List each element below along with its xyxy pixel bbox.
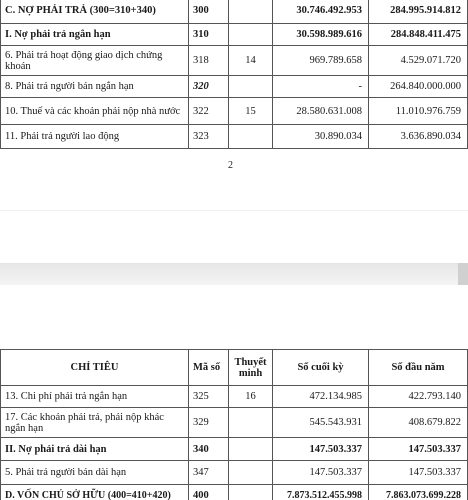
row-note: [229, 408, 273, 438]
row-begin-value: 264.840.000.000: [369, 76, 468, 98]
table-header-row: [1, 350, 468, 386]
row-code: 322: [189, 98, 229, 125]
header-end-period: Số cuối kỳ: [273, 350, 369, 386]
row-label: D. VỐN CHỦ SỞ HỮU (400=410+420): [1, 485, 189, 500]
table-row: [1, 461, 468, 485]
row-code: 400: [189, 485, 229, 500]
page-break-edge: [458, 263, 468, 285]
row-end-value: 28.580.631.008: [273, 98, 369, 125]
row-label: 5. Phải trả người bán dài hạn: [1, 461, 189, 485]
row-label: II. Nợ phải trả dài hạn: [1, 438, 189, 461]
row-begin-value: 284.848.411.475: [369, 24, 468, 46]
row-code: 310: [189, 24, 229, 46]
row-begin-value: 4.529.071.720: [369, 46, 468, 76]
page-number: 2: [228, 160, 233, 171]
row-end-value: 147.503.337: [273, 438, 369, 461]
balance-sheet-table-bottom: [0, 349, 468, 500]
row-note: [229, 125, 273, 149]
row-note: 15: [229, 98, 273, 125]
row-end-value: 545.543.931: [273, 408, 369, 438]
row-code: 325: [189, 386, 229, 408]
row-code: 340: [189, 438, 229, 461]
table-row: [1, 24, 468, 46]
row-end-value: 147.503.337: [273, 461, 369, 485]
row-code: 300: [189, 0, 229, 24]
row-label: 13. Chi phí phải trả ngắn hạn: [1, 386, 189, 408]
row-label: I. Nợ phải trả ngắn hạn: [1, 24, 189, 46]
table-row: [1, 0, 468, 24]
header-indicator: CHỈ TIÊU: [1, 350, 189, 386]
row-label: 6. Phải trả hoạt động giao dịch chứng khoán: [1, 46, 189, 76]
page-divider: [0, 210, 468, 211]
row-label: 17. Các khoản phải trả, phải nộp khác ngắn hạn: [1, 408, 189, 438]
row-begin-value: 422.793.140: [369, 386, 468, 408]
row-end-value: 30.598.989.616: [273, 24, 369, 46]
row-code: 347: [189, 461, 229, 485]
table-row: [1, 46, 468, 76]
row-end-value: 7.873.512.455.998: [273, 485, 369, 500]
row-note: [229, 485, 273, 500]
row-note: [229, 438, 273, 461]
row-end-value: 472.134.985: [273, 386, 369, 408]
row-note: [229, 461, 273, 485]
row-begin-value: 7.863.073.699.228: [369, 485, 468, 500]
row-begin-value: 11.010.976.759: [369, 98, 468, 125]
row-note: 14: [229, 46, 273, 76]
row-end-value: 30.890.034: [273, 125, 369, 149]
row-label: 8. Phải trả người bán ngắn hạn: [1, 76, 189, 98]
table-row: [1, 408, 468, 438]
row-end-value: 969.789.658: [273, 46, 369, 76]
row-note: 16: [229, 386, 273, 408]
row-end-value: -: [273, 76, 369, 98]
page-break-band: [0, 263, 468, 285]
balance-sheet-table-top: [0, 0, 468, 149]
row-note: [229, 0, 273, 24]
row-label: 10. Thuế và các khoản phải nộp nhà nước: [1, 98, 189, 125]
row-code: 320: [189, 76, 229, 98]
row-code: 323: [189, 125, 229, 149]
header-note: Thuyết minh: [229, 350, 273, 386]
row-end-value: 30.746.492.953: [273, 0, 369, 24]
header-code: Mã số: [189, 350, 229, 386]
table-row: [1, 485, 468, 500]
row-begin-value: 284.995.914.812: [369, 0, 468, 24]
header-begin-year: Số đầu năm: [369, 350, 468, 386]
table-row: [1, 125, 468, 149]
table-row: [1, 438, 468, 461]
row-code: 329: [189, 408, 229, 438]
row-label: C. NỢ PHẢI TRẢ (300=310+340): [1, 0, 189, 24]
row-note: [229, 24, 273, 46]
row-label: 11. Phải trả người lao động: [1, 125, 189, 149]
row-code: 318: [189, 46, 229, 76]
table-row: [1, 98, 468, 125]
row-begin-value: 147.503.337: [369, 461, 468, 485]
row-begin-value: 147.503.337: [369, 438, 468, 461]
row-note: [229, 76, 273, 98]
row-begin-value: 3.636.890.034: [369, 125, 468, 149]
table-row: [1, 76, 468, 98]
table-row: [1, 386, 468, 408]
row-begin-value: 408.679.822: [369, 408, 468, 438]
